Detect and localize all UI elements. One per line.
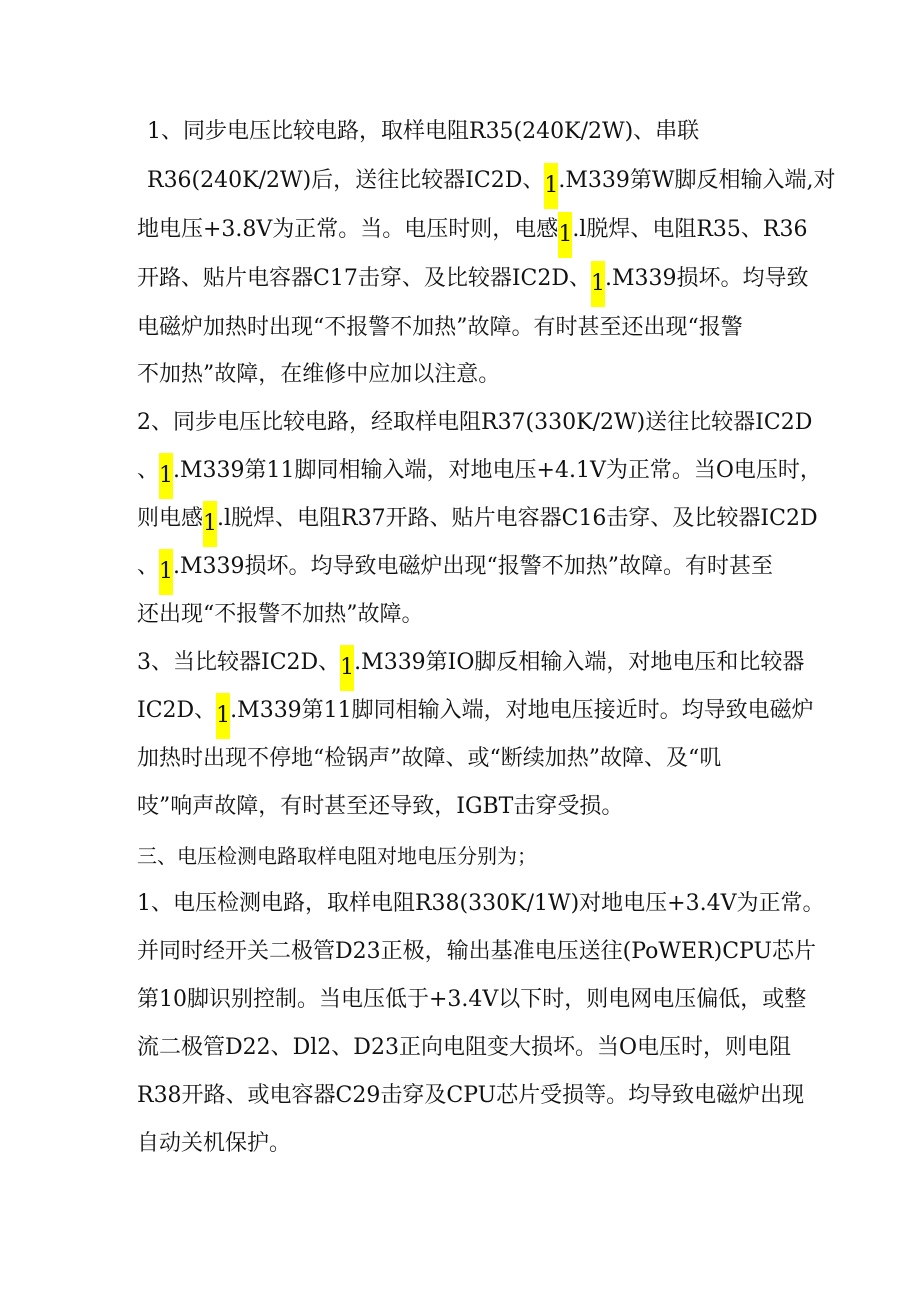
text-run: 开路、贴片电容器C17击穿、及比较器IC2D、: [137, 266, 591, 291]
paragraph-line: [147, 163, 835, 199]
highlight-mark: 1: [203, 501, 217, 547]
text-run: .M339第IO脚反相输入端，对地电压和比较器: [354, 650, 805, 675]
text-run: R36(240K/2W)后，送往比较器IC2D、: [147, 168, 545, 193]
paragraph-line: [137, 549, 773, 585]
section-heading: [137, 838, 537, 874]
text-run: 第10脚识别控制。当电压低于+3.4V以下时，则电网电压偏低，或整: [137, 987, 807, 1012]
paragraph-line: [147, 114, 699, 150]
text-run: 吱”响声故障，有时甚至还导致，IGBT击穿受损。: [137, 794, 624, 819]
text-run: .M339第11脚同相输入端，对地电压接近时。均导致电磁炉: [230, 698, 814, 723]
text-run: .M339损坏。均导致: [605, 266, 809, 291]
highlight-mark: 1: [340, 645, 354, 691]
paragraph-line: [137, 1078, 804, 1114]
text-run: 3、当比较器IC2D、: [137, 650, 341, 675]
text-run: 电磁炉加热时出现“不报警不加热”故障。有时甚至还出现“报警: [137, 315, 743, 340]
paragraph-line: [137, 261, 809, 297]
paragraph-line: [137, 934, 816, 970]
text-run: 加热时出现不停地“检锅声”故障、或“断续加热”故障、及“叽: [137, 746, 722, 771]
text-run: 、: [137, 458, 160, 483]
paragraph-line: [137, 405, 812, 441]
text-run: 地电压+3.8V为正常。当。电压时则，电感: [137, 217, 559, 242]
text-run: 1、同步电压比较电路，取样电阻R35(240K/2W)、串联: [147, 119, 700, 144]
paragraph-line: [137, 212, 807, 248]
text-run: 还出现“不报警不加热”故障。: [137, 602, 424, 627]
text-run: .M339第11脚同相输入端，对地电压+4.1V为正常。当O电压时，: [173, 458, 822, 483]
text-run: .l脱焊、电阻R37开路、贴片电容器C16击穿、及比较器IC2D: [217, 506, 818, 531]
paragraph-line: [137, 597, 424, 633]
highlight-mark: 1: [544, 163, 558, 209]
paragraph-line: [137, 1126, 291, 1162]
text-run: 则电感: [137, 506, 204, 531]
paragraph-line: [137, 357, 500, 393]
text-run: 自动关机保护。: [137, 1131, 292, 1156]
text-run: 不加热”故障，在维修中应加以注意。: [137, 362, 501, 387]
text-run: .M339第W脚反相输入端,对: [558, 168, 836, 193]
highlight-mark: 1: [591, 261, 605, 307]
paragraph-line: [137, 453, 822, 489]
text-run: 2、同步电压比较电路，经取样电阻R37(330K/2W)送往比较器IC2D: [137, 410, 813, 435]
paragraph-line: [137, 1030, 791, 1066]
text-run: R38开路、或电容器C29击穿及CPU芯片受损等。均导致电磁炉出现: [137, 1083, 805, 1108]
paragraph-line: [137, 693, 814, 729]
paragraph-line: [137, 886, 824, 922]
paragraph-line: [137, 789, 623, 825]
paragraph-line: [137, 741, 721, 777]
text-run: .M339损坏。均导致电磁炉出现“报警不加热”故障。有时甚至: [173, 554, 774, 579]
paragraph-line: [137, 501, 818, 537]
text-run: 、: [137, 554, 160, 579]
text-run: .l脱焊、电阻R35、R36: [572, 217, 808, 242]
highlight-mark: 1: [159, 453, 173, 499]
highlight-mark: 1: [159, 549, 173, 595]
text-run: IC2D、: [137, 698, 217, 723]
text-run: 流二极管D22、Dl2、D23正向电阻变大损坏。当O电压时，则电阻: [137, 1035, 791, 1060]
text-run: 1、电压检测电路，取样电阻R38(330K/1W)对地电压+3.4V为正常。: [137, 891, 825, 916]
text-run: 并同时经开关二极管D23正极，输出基准电压送往(PoWER)CPU芯片: [137, 939, 816, 964]
paragraph-line: [137, 645, 804, 681]
paragraph-line: [137, 310, 743, 346]
highlight-mark: 1: [558, 212, 572, 258]
highlight-mark: 1: [216, 693, 230, 739]
paragraph-line: [137, 982, 806, 1018]
text-run: 三、电压检测电路取样电阻对地电压分别为；: [137, 844, 537, 868]
